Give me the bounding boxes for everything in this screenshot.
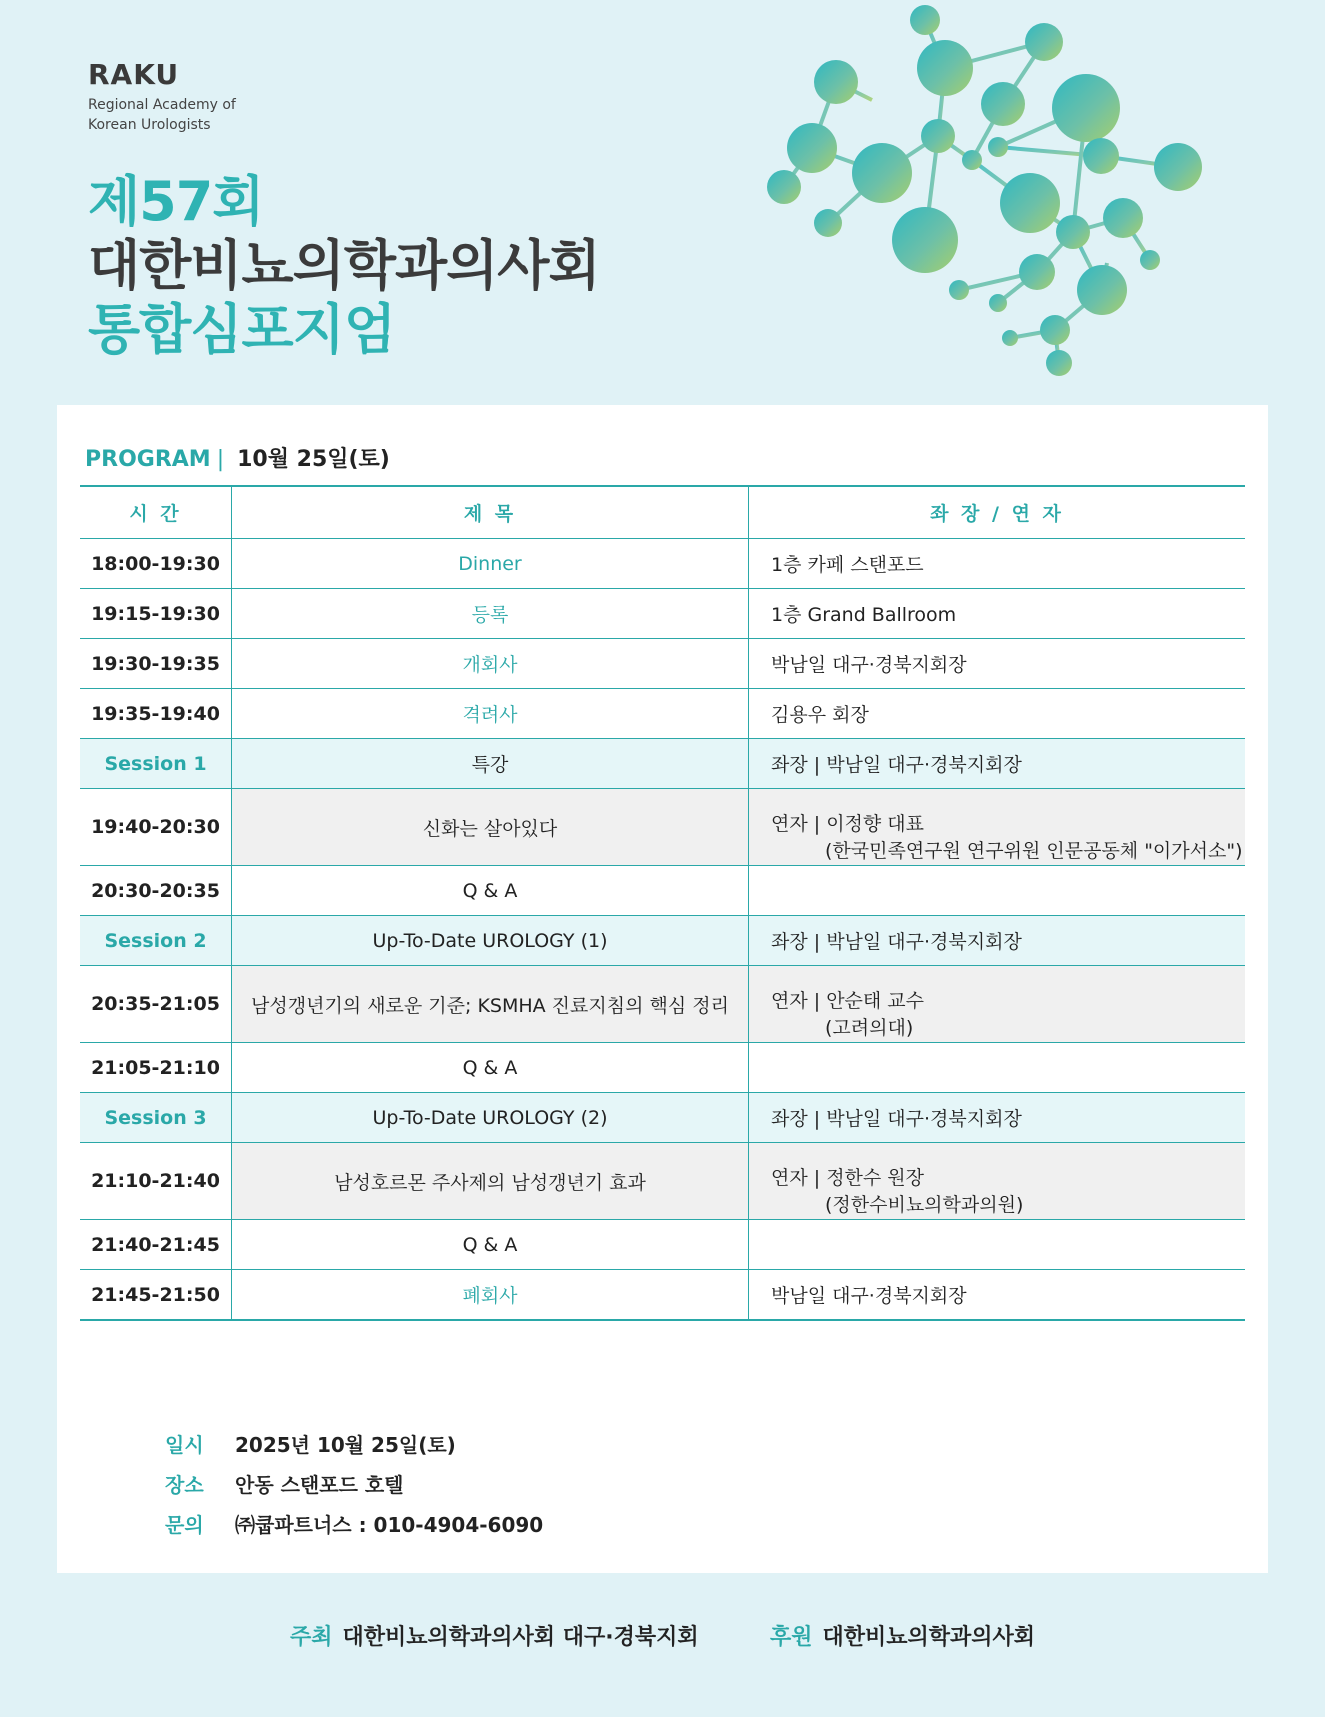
- footer-host-value: 대한비뇨의학과의사회 대구·경북지회: [342, 1625, 699, 1650]
- row-person: [749, 1220, 1246, 1270]
- row-title: 등록: [232, 589, 749, 639]
- info-date: [165, 1423, 543, 1463]
- brand-name: RAKU: [88, 58, 180, 91]
- row-title: 특강: [232, 739, 749, 789]
- column-header-person: 좌 장 / 연 자: [749, 486, 1246, 539]
- event-info: [165, 1423, 543, 1543]
- info-place: [165, 1463, 543, 1503]
- column-header-title: 제 목: [232, 486, 749, 539]
- row-person: 1층 카페 스탠포드: [749, 539, 1246, 589]
- session-row: [80, 916, 1245, 966]
- row-time: 18:00-19:30: [80, 539, 232, 589]
- row-person: 좌장 | 박남일 대구·경북지회장: [749, 739, 1246, 789]
- speaker-affiliation: (정한수비뇨의학과의원): [825, 1194, 1024, 1216]
- row-person: 박남일 대구·경북지회장: [749, 1270, 1246, 1321]
- row-title: Up-To-Date UROLOGY (2): [232, 1093, 749, 1143]
- footer-sponsor-label: 후원: [769, 1625, 813, 1650]
- row-time: 21:40-21:45: [80, 1220, 232, 1270]
- row-time: 19:30-19:35: [80, 639, 232, 689]
- session-label: Session 1: [80, 739, 232, 789]
- row-time: 20:35-21:05: [80, 966, 232, 1043]
- speaker-affiliation: (한국민족연구원 연구위원 인문공동체 "이가서소"): [825, 840, 1243, 862]
- row-title: 격려사: [232, 689, 749, 739]
- row-person: [749, 866, 1246, 916]
- molecule-graphic: [740, 0, 1220, 390]
- row-person: 좌장 | 박남일 대구·경북지회장: [749, 1093, 1246, 1143]
- row-title: Q & A: [232, 866, 749, 916]
- row-title: 남성호르몬 주사제의 남성갱년기 효과: [232, 1143, 749, 1220]
- row-person: 좌장 | 박남일 대구·경북지회장: [749, 916, 1246, 966]
- speaker-affiliation: (고려의대): [825, 1017, 914, 1039]
- title-line3: 통합심포지엄: [88, 298, 395, 361]
- row-person: 김용우 회장: [749, 689, 1246, 739]
- row-title: 남성갱년기의 새로운 기준; KSMHA 진료지침의 핵심 정리: [232, 966, 749, 1043]
- footer-host-label: 주최: [290, 1625, 333, 1650]
- table-header-row: [80, 486, 1245, 539]
- table-row: [80, 866, 1245, 916]
- table-row: [80, 539, 1245, 589]
- row-time: 21:45-21:50: [80, 1270, 232, 1321]
- table-row: [80, 689, 1245, 739]
- row-time: 21:10-21:40: [80, 1143, 232, 1220]
- info-contact-label: 문의: [165, 1512, 204, 1537]
- row-time: 19:15-19:30: [80, 589, 232, 639]
- table-row: [80, 589, 1245, 639]
- speaker-name: 연자 | 정한수 원장: [771, 1167, 924, 1189]
- table-row: [80, 639, 1245, 689]
- row-title: 개회사: [232, 639, 749, 689]
- brand-sub-line1: Regional Academy of: [88, 97, 236, 113]
- row-person: 1층 Grand Ballroom: [749, 589, 1246, 639]
- row-time: 19:35-19:40: [80, 689, 232, 739]
- talk-row: [80, 966, 1245, 1043]
- row-time: 19:40-20:30: [80, 789, 232, 866]
- program-label: PROGRAM: [85, 447, 211, 472]
- info-place-label: 장소: [165, 1472, 204, 1497]
- brand-subtitle: [88, 95, 236, 135]
- program-separator: |: [216, 447, 225, 472]
- brand: [88, 58, 236, 135]
- info-place-value: 안동 스탠포드 호텔: [235, 1472, 404, 1497]
- info-date-value: 2025년 10월 25일(토): [235, 1432, 456, 1457]
- session-row: [80, 1093, 1245, 1143]
- row-title: Q & A: [232, 1043, 749, 1093]
- row-title: Dinner: [232, 539, 749, 589]
- column-header-time: 시 간: [80, 486, 232, 539]
- row-person: [749, 1043, 1246, 1093]
- table-row: [80, 1270, 1245, 1321]
- speaker-name: 연자 | 안순태 교수: [771, 990, 924, 1012]
- title-line2: 대한비뇨의학과의사회: [88, 234, 600, 297]
- footer-sponsor-value: 대한비뇨의학과의사회: [822, 1625, 1035, 1650]
- talk-row: [80, 1143, 1245, 1220]
- brand-sub-line2: Korean Urologists: [88, 117, 211, 133]
- program-table: [80, 485, 1245, 1321]
- row-time: 20:30-20:35: [80, 866, 232, 916]
- info-contact: [165, 1503, 543, 1543]
- speaker-name: 연자 | 이정향 대표: [771, 813, 924, 835]
- title-line1: 제57회: [88, 170, 264, 233]
- info-date-label: 일시: [165, 1432, 204, 1457]
- program-header: [85, 442, 390, 473]
- info-contact-value: ㈜쿱파트너스 : 010-4904-6090: [235, 1512, 544, 1537]
- program-date: 10월 25일(토): [237, 447, 390, 472]
- row-time: 21:05-21:10: [80, 1043, 232, 1093]
- row-person: 박남일 대구·경북지회장: [749, 639, 1246, 689]
- table-row: [80, 1043, 1245, 1093]
- session-label: Session 3: [80, 1093, 232, 1143]
- row-person: [749, 966, 1246, 1043]
- session-label: Session 2: [80, 916, 232, 966]
- row-title: 폐회사: [232, 1270, 749, 1321]
- talk-row: [80, 789, 1245, 866]
- event-title: [88, 170, 600, 362]
- session-row: [80, 739, 1245, 789]
- footer: [0, 1620, 1325, 1651]
- table-row: [80, 1220, 1245, 1270]
- row-title: Up-To-Date UROLOGY (1): [232, 916, 749, 966]
- program-panel: [57, 405, 1268, 1573]
- row-person: [749, 1143, 1246, 1220]
- row-person: [749, 789, 1246, 866]
- row-title: Q & A: [232, 1220, 749, 1270]
- row-title: 신화는 살아있다: [232, 789, 749, 866]
